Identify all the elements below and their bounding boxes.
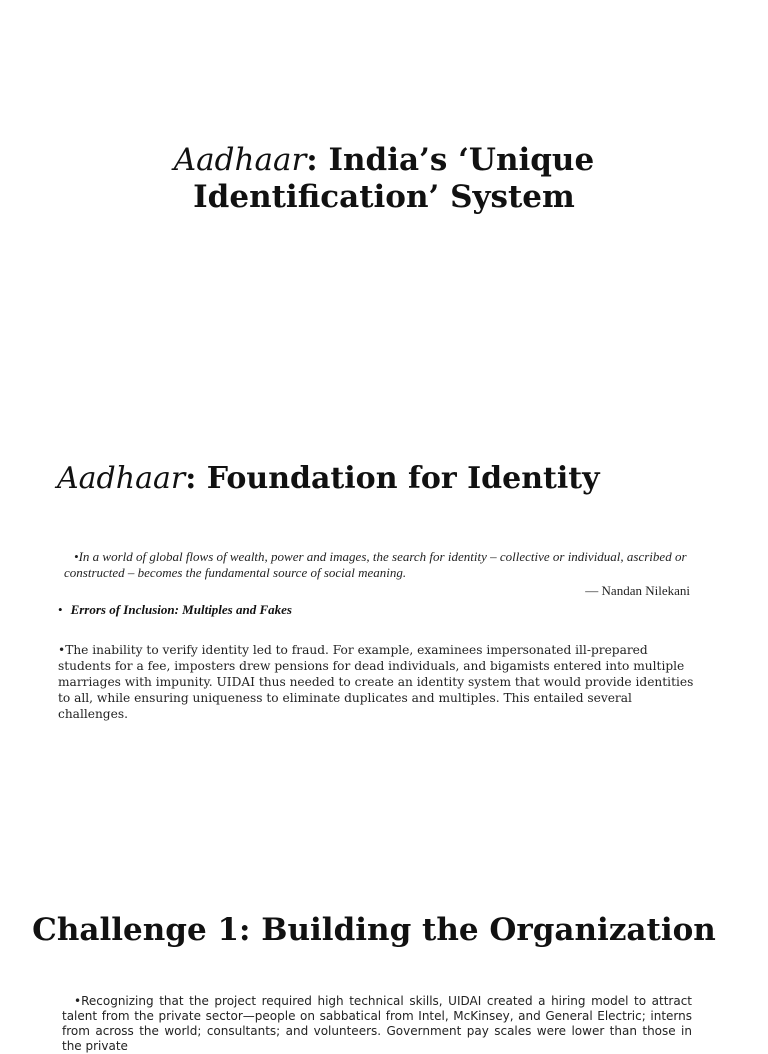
para-bullet: • bbox=[58, 643, 66, 657]
epigraph-quote bbox=[64, 549, 692, 581]
bullet-dot: • bbox=[58, 602, 63, 617]
foundation-slide bbox=[0, 340, 768, 880]
para-text: The inability to verify identity led to fraud. For example, examinees impersonated ill-prepared students for a fee, imposters drew pensions for dead individuals, and bigamists entered into multiple marriages with impunity. UIDAI thus needed to create an identity system that would provide identities to all, while ensuring uniqueness to eliminate duplicates and multiples. This entailed several challenges. bbox=[58, 643, 694, 721]
title-slide bbox=[0, 0, 768, 340]
quote-attribution: — Nandan Nilekani bbox=[585, 583, 690, 598]
body-paragraph bbox=[58, 642, 698, 722]
quote-text: In a world of global flows of wealth, power and images, the search for identity – collective or individual, ascribed or constructed – becomes the fundamental source of social meaning. bbox=[64, 549, 687, 580]
title-emphasis: Aadhaar bbox=[173, 142, 307, 178]
title-line1-rest: : India’s ‘Unique bbox=[306, 142, 595, 178]
bullet-heading bbox=[58, 602, 292, 618]
bullet-heading-text: Errors of Inclusion: Multiples and Fakes bbox=[70, 602, 292, 617]
heading-rest: : Foundation for Identity bbox=[185, 461, 600, 496]
slide-heading: Challenge 1: Building the Organization bbox=[32, 912, 716, 948]
challenge-slide bbox=[0, 880, 768, 1053]
presentation-title bbox=[0, 142, 768, 216]
body-paragraph bbox=[62, 994, 692, 1054]
para-text: Recognizing that the project required high technical skills, UIDAI created a hiring model to attract talent from the private sector—people on sabbatical from Intel, McKinsey, and General Electric; interns from across the world; consultants; and volunteers. Government pay scales were lower than those in the private bbox=[62, 994, 692, 1053]
heading-emphasis: Aadhaar bbox=[57, 461, 186, 496]
slide-heading bbox=[57, 461, 600, 496]
title-line2: Identification’ System bbox=[193, 179, 575, 215]
quote-bullet: • bbox=[74, 549, 79, 564]
para-bullet: • bbox=[74, 994, 82, 1008]
